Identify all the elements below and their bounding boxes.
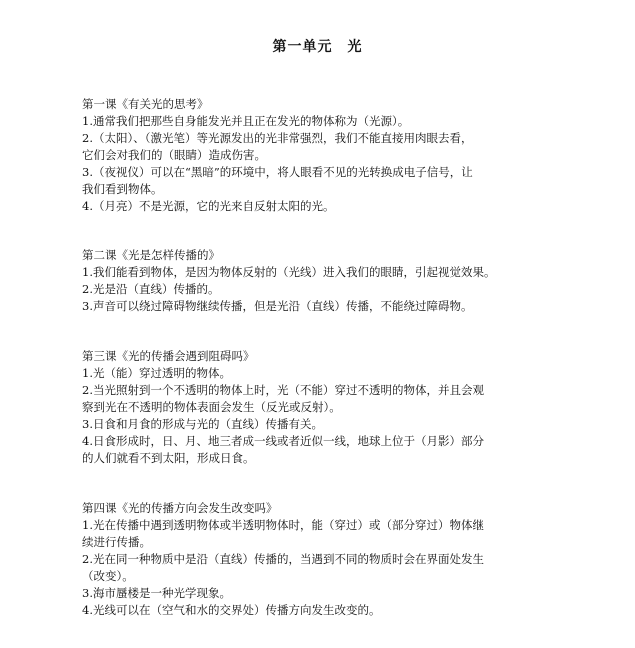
item-line: 3.日食和月食的形成与光的（直线）传播有关。 — [82, 417, 323, 431]
lesson-heading: 第一课《有关光的思考》 — [82, 97, 209, 111]
item-line: 的人们就看不到太阳，形成日食。 — [82, 451, 255, 465]
item-line: 2.当光照射到一个不透明的物体上时，光（不能）穿过不透明的物体，并且会观 — [82, 383, 484, 397]
lesson-item — [82, 281, 552, 298]
item-line: 4.（月亮）不是光源，它的光来自反射太阳的光。 — [82, 199, 335, 213]
lesson-item — [82, 517, 552, 551]
lesson-section-4 — [82, 500, 552, 619]
page-title: 第一单元 光 — [272, 39, 363, 55]
lesson-item — [82, 382, 552, 416]
item-line: 3.海市蜃楼是一种光学现象。 — [82, 586, 231, 600]
item-line: 2.光是沿（直线）传播的。 — [82, 282, 220, 296]
lesson-item — [82, 585, 552, 602]
lesson-item — [82, 298, 552, 315]
lesson-item — [82, 198, 552, 215]
lesson-heading: 第三课《光的传播会遇到阻碍吗》 — [82, 349, 255, 363]
item-line: 我们看到物体。 — [82, 182, 163, 196]
item-line: 2.光在同一种物质中是沿（直线）传播的，当遇到不同的物质时会在界面处发生 — [82, 552, 484, 566]
lesson-item — [82, 602, 552, 619]
lesson-item — [82, 164, 552, 198]
lesson-heading: 第四课《光的传播方向会发生改变吗》 — [82, 501, 278, 515]
item-line: 2.（太阳）、（激光笔）等光源发出的光非常强烈，我们不能直接用肉眼去看， — [82, 131, 473, 145]
item-line: 1.通常我们把那些自身能发光并且正在发光的物体称为（光源）。 — [82, 114, 410, 128]
lesson-item — [82, 113, 552, 130]
item-line: 4.日食形成时，日、月、地三者成一线或者近似一线，地球上位于（月影）部分 — [82, 434, 484, 448]
lesson-item — [82, 416, 552, 433]
item-line: 3.（夜视仪）可以在“黑暗”的环境中，将人眼看不见的光转换成电子信号，让 — [82, 165, 473, 179]
item-line: （改变）。 — [82, 569, 134, 583]
lesson-item — [82, 130, 552, 164]
lesson-item — [82, 264, 552, 281]
item-line: 3.声音可以绕过障碍物继续传播，但是光沿（直线）传播，不能绕过障碍物。 — [82, 299, 473, 313]
lesson-item — [82, 365, 552, 382]
item-line: 1.光（能）穿过透明的物体。 — [82, 366, 231, 380]
lesson-item — [82, 551, 552, 585]
item-line: 4.光线可以在（空气和水的交界处）传播方向发生改变的。 — [82, 603, 381, 617]
lesson-section-1 — [82, 96, 552, 215]
item-line: 察到光在不透明的物体表面会发生（反光或反射）。 — [82, 400, 341, 414]
lesson-item — [82, 433, 552, 467]
item-line: 1.光在传播中遇到透明物体或半透明物体时，能（穿过）或（部分穿过）物体继 — [82, 518, 484, 532]
lesson-heading: 第二课《光是怎样传播的》 — [82, 248, 220, 262]
item-line: 续进行传播。 — [82, 535, 151, 549]
lesson-section-3 — [82, 348, 552, 467]
lesson-section-2 — [82, 247, 552, 315]
item-line: 它们会对我们的（眼睛）造成伤害。 — [82, 148, 266, 162]
item-line: 1.我们能看到物体，是因为物体反射的（光线）进入我们的眼睛，引起视觉效果。 — [82, 265, 496, 279]
